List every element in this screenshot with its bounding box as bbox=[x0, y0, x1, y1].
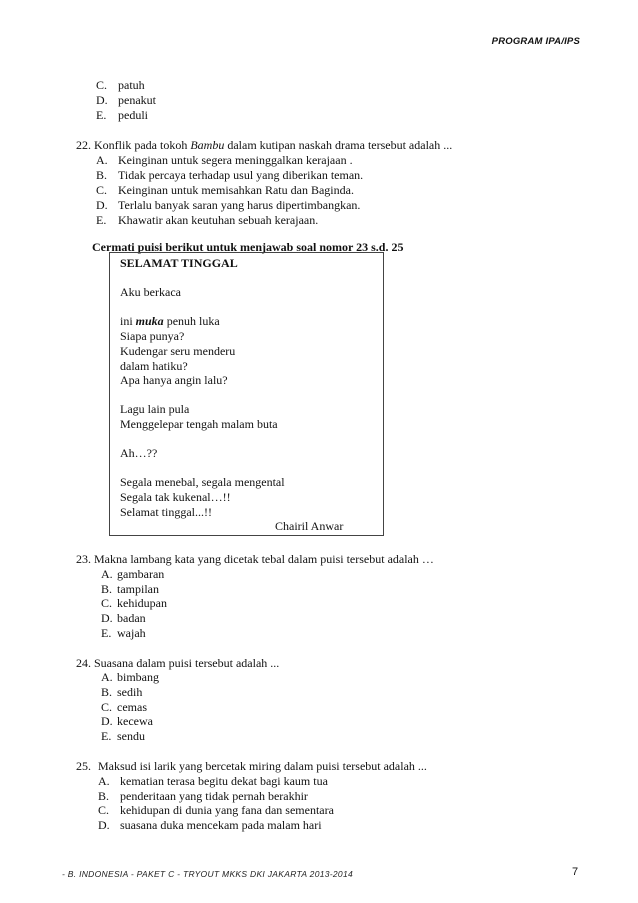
q23-option-b bbox=[101, 582, 159, 597]
question-number: 22. bbox=[76, 138, 91, 152]
option-text: cemas bbox=[117, 700, 147, 714]
option-text: Keinginan untuk memisahkan Ratu dan Baginda. bbox=[118, 183, 354, 197]
poem-line: Selamat tinggal...!! bbox=[120, 505, 212, 519]
question-number: 23. bbox=[76, 552, 91, 566]
prev-option-e bbox=[96, 108, 148, 123]
poem-title: SELAMAT TINGGAL bbox=[120, 256, 238, 270]
poem-line: Kudengar seru menderu bbox=[120, 344, 236, 358]
question-22-stem bbox=[76, 138, 452, 153]
q22-option-c bbox=[96, 183, 354, 198]
option-letter: E. bbox=[101, 626, 112, 640]
q24-option-c bbox=[101, 700, 147, 715]
poem-line: Lagu lain pula bbox=[120, 402, 190, 416]
option-text: Terlalu banyak saran yang harus dipertimbangkan. bbox=[118, 198, 361, 212]
q23-option-c bbox=[101, 596, 167, 611]
q24-option-e bbox=[101, 729, 145, 744]
q22-option-a bbox=[96, 153, 353, 168]
option-letter: D. bbox=[101, 714, 113, 728]
option-text: suasana duka mencekam pada malam hari bbox=[120, 818, 322, 832]
poem-text: penuh luka bbox=[163, 314, 220, 328]
poem-line-muka bbox=[120, 314, 220, 329]
poem-line: Apa hanya angin lalu? bbox=[120, 373, 228, 387]
question-24-stem bbox=[76, 656, 279, 671]
option-letter: B. bbox=[98, 789, 110, 803]
question-number: 25. bbox=[76, 759, 91, 773]
option-text: sedih bbox=[117, 685, 143, 699]
q25-option-d bbox=[98, 818, 322, 833]
poem-line: Siapa punya? bbox=[120, 329, 185, 343]
program-header: PROGRAM IPA/IPS bbox=[491, 36, 580, 47]
stem-text: Suasana dalam puisi tersebut adalah ... bbox=[94, 656, 280, 670]
stem-text: Maksud isi larik yang bercetak miring dalam puisi tersebut adalah ... bbox=[98, 759, 427, 773]
option-letter: C. bbox=[96, 78, 108, 92]
q24-option-b bbox=[101, 685, 142, 700]
option-letter: D. bbox=[98, 818, 110, 832]
option-letter: A. bbox=[98, 774, 110, 788]
option-letter: A. bbox=[96, 153, 108, 167]
poem-line: Segala tak kukenal…!! bbox=[120, 490, 231, 504]
poem-line: Segala menebal, segala mengental bbox=[120, 475, 285, 489]
page-number: 7 bbox=[572, 866, 579, 878]
question-25-stem bbox=[76, 759, 427, 774]
prev-option-d bbox=[96, 93, 156, 108]
option-letter: B. bbox=[101, 582, 113, 596]
poem-instruction: Cermati puisi berikut untuk menjawab soal nomor 23 s.d. 25 bbox=[92, 240, 404, 254]
question-23-stem bbox=[76, 552, 434, 567]
option-letter: E. bbox=[96, 213, 107, 227]
stem-italic: Bambu bbox=[190, 138, 225, 152]
prev-option-c bbox=[96, 78, 145, 93]
option-text: penderitaan yang tidak pernah berakhir bbox=[120, 789, 308, 803]
option-letter: C. bbox=[101, 596, 113, 610]
bold-word: muka bbox=[135, 314, 164, 328]
poem-text: ini bbox=[120, 314, 136, 328]
option-text: kehidupan bbox=[117, 596, 167, 610]
poem-line: Menggelepar tengah malam buta bbox=[120, 417, 278, 431]
option-letter: B. bbox=[101, 685, 113, 699]
q22-option-d bbox=[96, 198, 360, 213]
q24-option-d bbox=[101, 714, 153, 729]
option-letter: A. bbox=[101, 670, 113, 684]
option-text: badan bbox=[117, 611, 146, 625]
option-text: kehidupan di dunia yang fana dan sementara bbox=[120, 803, 334, 817]
option-text: bimbang bbox=[117, 670, 159, 684]
q23-option-a bbox=[101, 567, 164, 582]
option-text: kecewa bbox=[117, 714, 153, 728]
q23-option-d bbox=[101, 611, 146, 626]
option-text: Khawatir akan keutuhan sebuah kerajaan. bbox=[118, 213, 319, 227]
footer-text: - B. INDONESIA - PAKET C - TRYOUT MKKS DKI JAKARTA 2013-2014 bbox=[62, 869, 354, 879]
option-letter: A. bbox=[101, 567, 113, 581]
option-letter: D. bbox=[96, 198, 108, 212]
option-letter: E. bbox=[101, 729, 112, 743]
option-letter: D. bbox=[96, 93, 108, 107]
option-text: Keinginan untuk segera meninggalkan kerajaan . bbox=[118, 153, 353, 167]
option-text: kematian terasa begitu dekat bagi kaum tua bbox=[120, 774, 328, 788]
option-letter: E. bbox=[96, 108, 107, 122]
poem-line: Aku berkaca bbox=[120, 285, 181, 299]
option-letter: C. bbox=[98, 803, 110, 817]
stem-text: Konflik pada tokoh bbox=[94, 138, 191, 152]
poem-line: Ah…?? bbox=[120, 446, 158, 460]
option-text: tampilan bbox=[117, 582, 159, 596]
option-letter: C. bbox=[96, 183, 108, 197]
q23-option-e bbox=[101, 626, 146, 641]
option-letter: B. bbox=[96, 168, 108, 182]
q25-option-b bbox=[98, 789, 308, 804]
poem-line: dalam hatiku? bbox=[120, 359, 188, 373]
q24-option-a bbox=[101, 670, 159, 685]
poem-author: Chairil Anwar bbox=[275, 519, 344, 533]
option-text: wajah bbox=[117, 626, 146, 640]
q25-option-a bbox=[98, 774, 328, 789]
stem-text-end: dalam kutipan naskah drama tersebut adalah ... bbox=[224, 138, 453, 152]
option-text: sendu bbox=[117, 729, 145, 743]
option-text: gambaran bbox=[117, 567, 165, 581]
option-text: penakut bbox=[118, 93, 156, 107]
stem-text: Makna lambang kata yang dicetak tebal dalam puisi tersebut adalah … bbox=[94, 552, 434, 566]
option-letter: D. bbox=[101, 611, 113, 625]
option-letter: C. bbox=[101, 700, 113, 714]
question-number: 24. bbox=[76, 656, 91, 670]
option-text: patuh bbox=[118, 78, 145, 92]
option-text: peduli bbox=[118, 108, 148, 122]
q22-option-b bbox=[96, 168, 363, 183]
q25-option-c bbox=[98, 803, 334, 818]
option-text: Tidak percaya terhadap usul yang diberikan teman. bbox=[118, 168, 364, 182]
q22-option-e bbox=[96, 213, 318, 228]
